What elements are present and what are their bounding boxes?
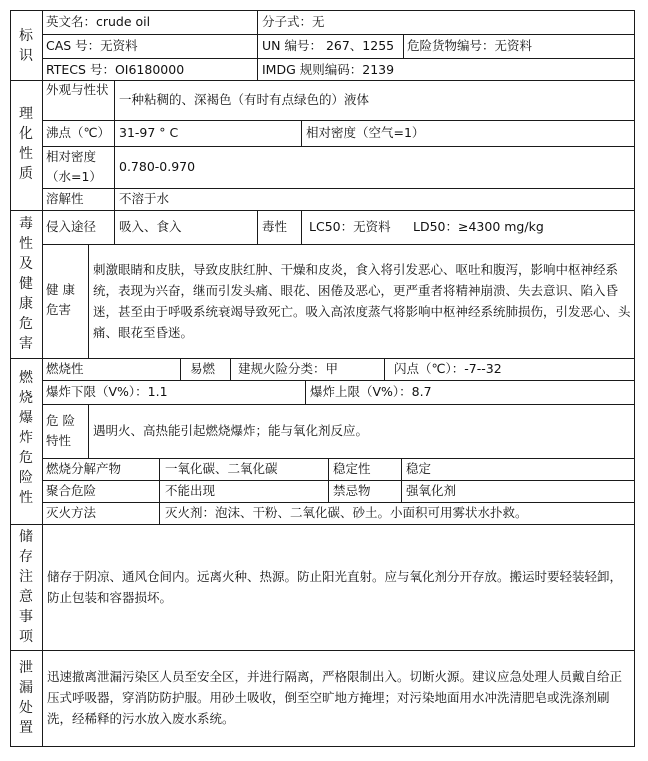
section-label-identification: 标识 <box>19 28 33 64</box>
incompatible-value: 强氧化剂 <box>406 483 457 498</box>
leak-text: 迅速撤离泄漏污染区人员至安全区，并进行隔离，严格限制出入。切断火源。建议应急处理人员戴自给正压式呼吸器，穿消防防护服。用砂土吸收，倒至空旷地方掩埋；对污染地面用水冲洗清肥皂或洗涤剂刷洗，经稀释的污水放入废水系统。 <box>47 669 623 726</box>
lc50-value: LC50：无资料 <box>309 219 391 234</box>
health-hazard-value: 刺激眼睛和皮肤，导致皮肤红肿、干燥和皮炎，食入将引发恶心、呕吐和腹泻，影响中枢神经系统，表现为兴奋，继而引发头痛、眼花、困倦及恶心，更严重者将精神崩溃、失去意识、陷入昏迷，甚至由于呼吸系统衰竭导致死亡。吸入高浓度蒸气将影响中枢神经系统肺损伤，引发恶心、头痛、眼花至昏迷。 <box>93 262 631 340</box>
grid-line <box>42 146 635 147</box>
grid-line <box>230 358 231 380</box>
storage-text: 储存于阴凉、通风仓间内。远离火种、热源。防止阳光直射。应与氧化剂分开存放。搬运时要轻装轻卸，防止包装和容器损坏。 <box>47 569 623 605</box>
grid-line <box>10 524 635 525</box>
grid-line <box>257 210 258 244</box>
grid-line <box>42 244 635 245</box>
flash-point: 闪点（℃）：-7--32 <box>394 361 502 376</box>
rtecs-number: RTECS 号：OI6180000 <box>46 62 185 77</box>
appearance-label: 外观与性状 <box>46 82 109 97</box>
incompatible-label: 禁忌物 <box>333 483 371 498</box>
grid-line <box>114 210 115 244</box>
english-name: 英文名：crude oil <box>46 14 151 29</box>
grid-line <box>403 34 404 58</box>
polymerization-value: 不能出现 <box>165 483 216 498</box>
grid-line <box>114 80 115 210</box>
grid-line <box>10 650 635 651</box>
dangerous-goods-number: 危险货物编号：无资料 <box>407 38 533 53</box>
grid-line <box>634 10 635 747</box>
grid-line <box>10 210 635 211</box>
grid-line <box>401 458 402 502</box>
grid-line <box>159 458 160 524</box>
section-label-combustion: 燃烧爆炸危险性 <box>19 370 33 506</box>
grid-line <box>42 404 635 405</box>
stability-value: 稳定 <box>406 461 432 476</box>
grid-line <box>180 358 181 380</box>
fire-class: 建规火险分类：甲 <box>238 361 339 376</box>
grid-line <box>328 458 329 502</box>
decomposition-value: 一氧化碳、二氧化碳 <box>165 461 278 476</box>
lower-explosive-limit: 爆炸下限（V%）：1.1 <box>46 384 168 399</box>
relative-density-water-label: 相对密度（水=1） <box>46 149 102 184</box>
grid-line <box>257 10 258 80</box>
appearance-value: 一种粘稠的、深褐色（有时有点绿色的）液体 <box>119 92 370 107</box>
cas-number: CAS 号：无资料 <box>46 38 138 53</box>
grid-line <box>42 34 635 35</box>
grid-line <box>42 10 43 747</box>
extinguishing-value: 灭火剂：泡沫、干粉、二氧化碳、砂土。小面积可用雾状水扑救。 <box>165 505 528 520</box>
stability-label: 稳定性 <box>333 461 371 476</box>
upper-explosive-limit: 爆炸上限（V%）：8.7 <box>310 384 432 399</box>
flammability-label: 燃烧性 <box>46 361 84 376</box>
health-hazard-label: 健 康 危害 <box>46 282 75 317</box>
decomposition-label: 燃烧分解产物 <box>46 461 122 476</box>
grid-line <box>384 358 385 380</box>
grid-line <box>305 380 306 404</box>
intake-route-label: 侵入途径 <box>46 219 97 234</box>
grid-line <box>88 404 89 458</box>
ld50-value: LD50：≥4300 mg/kg <box>413 219 544 234</box>
grid-line <box>301 120 302 146</box>
extinguishing-label: 灭火方法 <box>46 505 97 520</box>
section-label-properties: 理化性质 <box>19 106 33 182</box>
grid-line <box>88 244 89 358</box>
solubility-label: 溶解性 <box>46 191 84 206</box>
grid-line <box>301 210 302 244</box>
grid-line <box>42 120 635 121</box>
molecular-formula: 分子式：无 <box>262 14 325 29</box>
hazard-characteristics-value: 遇明火、高热能引起燃烧爆炸；能与氧化剂反应。 <box>93 423 369 438</box>
grid-line <box>42 380 635 381</box>
relative-density-water-value: 0.780-0.970 <box>119 159 196 174</box>
grid-line <box>42 58 635 59</box>
toxicity-label: 毒性 <box>262 219 288 234</box>
boiling-point-label: 沸点（℃） <box>46 125 111 140</box>
grid-line <box>10 10 635 11</box>
section-label-storage: 储存注意事项 <box>19 529 33 645</box>
un-number: UN 编号： 267、1255 <box>262 38 395 53</box>
polymerization-label: 聚合危险 <box>46 483 97 498</box>
grid-line <box>10 10 11 747</box>
grid-line <box>10 746 635 747</box>
boiling-point-value: 31-97 ° C <box>119 125 179 140</box>
imdg-code: IMDG 规则编码：2139 <box>262 62 395 77</box>
solubility-value: 不溶于水 <box>119 191 170 206</box>
relative-density-air-label: 相对密度（空气=1） <box>306 125 425 140</box>
intake-route-value: 吸入、食入 <box>119 219 182 234</box>
hazard-characteristics-label: 危 险 特性 <box>46 413 75 448</box>
section-label-toxicity: 毒性及健康危害 <box>19 216 33 352</box>
section-label-leak: 泄漏处置 <box>19 660 33 736</box>
flammability-value: 易燃 <box>190 361 216 376</box>
